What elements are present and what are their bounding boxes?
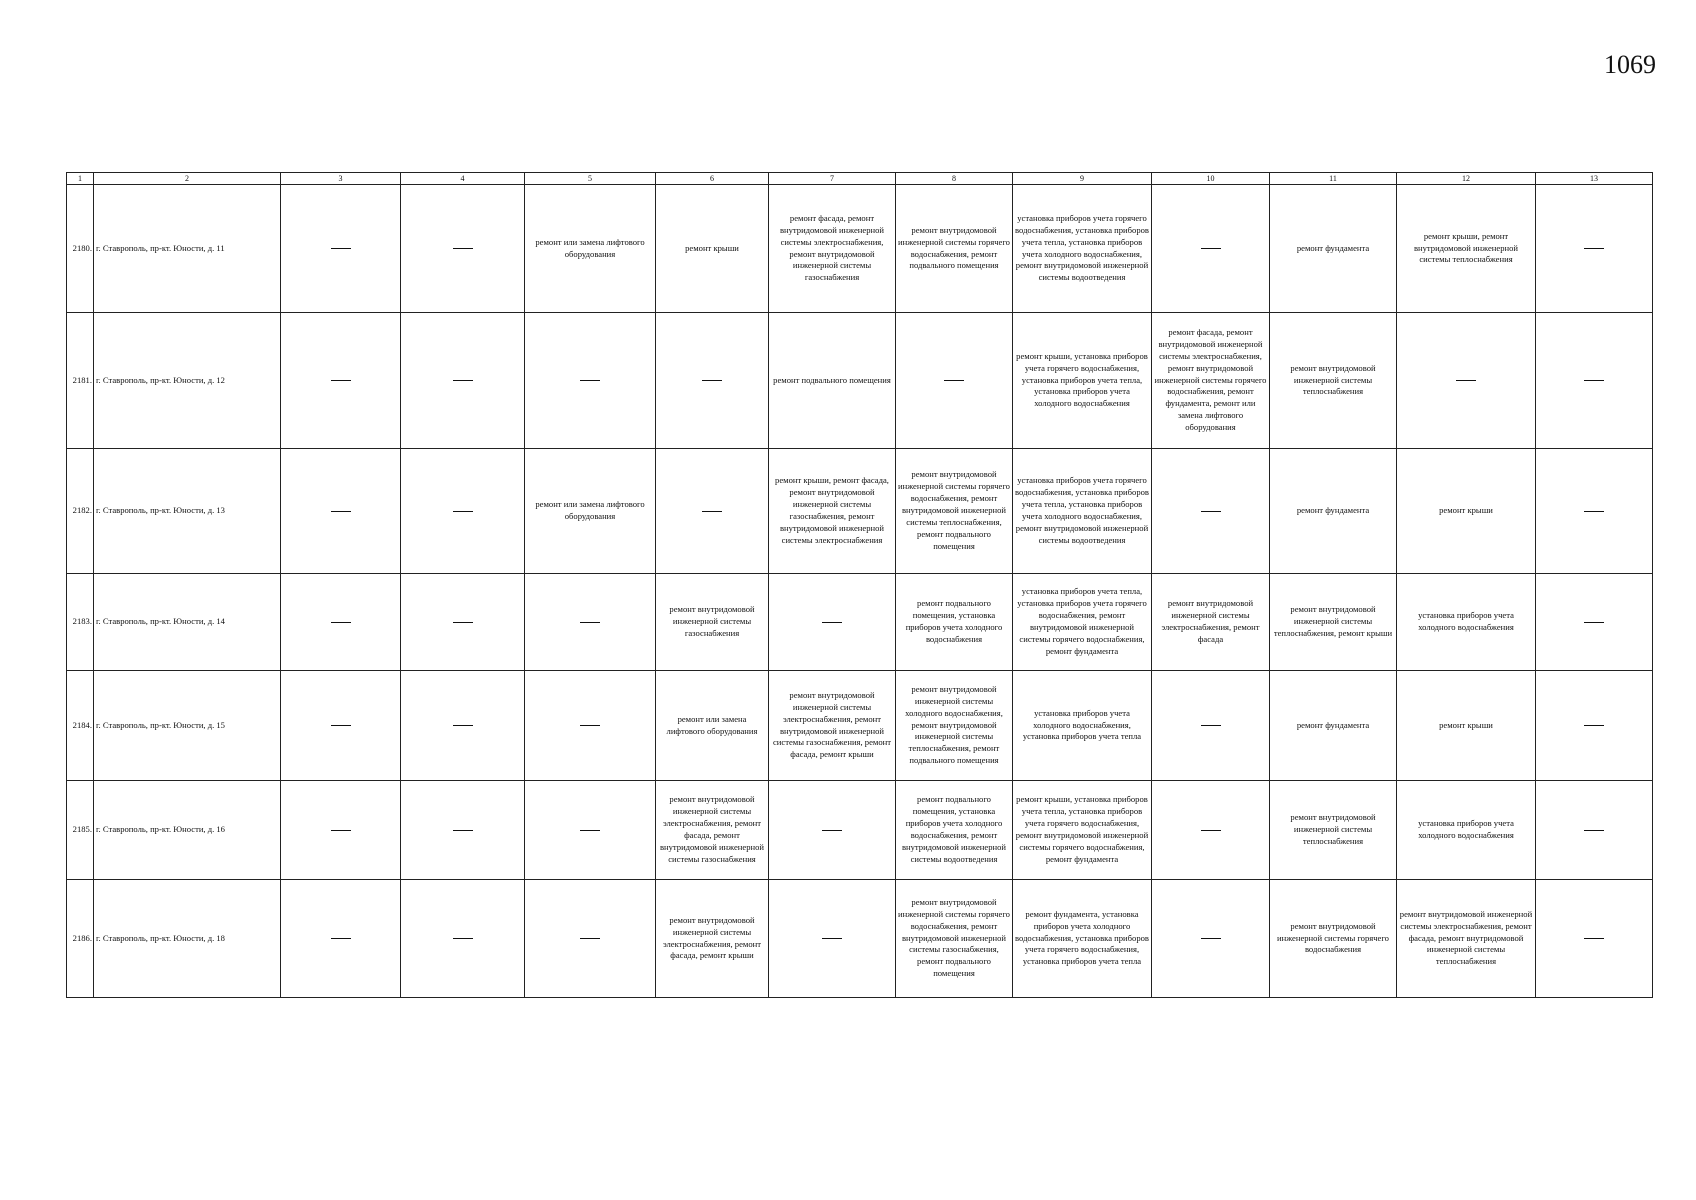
work-cell: ремонт внутридомовой инженерной системы горячего водоснабжения, ремонт подвального помещения xyxy=(896,185,1013,313)
column-number-12: 12 xyxy=(1397,173,1536,185)
dash-mark xyxy=(453,380,473,381)
dash-mark xyxy=(1584,938,1604,939)
table-row xyxy=(67,449,1653,574)
dash-mark xyxy=(822,830,842,831)
empty-cell xyxy=(656,313,769,449)
column-number-1: 1 xyxy=(67,173,94,185)
empty-cell xyxy=(281,671,401,781)
table-body xyxy=(67,173,1653,998)
repair-schedule-table xyxy=(66,172,1653,998)
work-cell: установка приборов учета холодного водоснабжения xyxy=(1397,574,1536,671)
dash-mark xyxy=(822,938,842,939)
address-cell: г. Ставрополь, пр-кт. Юности, д. 15 xyxy=(94,671,281,781)
column-number-6: 6 xyxy=(656,173,769,185)
dash-mark xyxy=(453,725,473,726)
empty-cell xyxy=(281,781,401,880)
column-number-7: 7 xyxy=(769,173,896,185)
table-row xyxy=(67,880,1653,998)
empty-cell xyxy=(525,313,656,449)
work-cell: ремонт внутридомовой инженерной системы электроснабжения, ремонт фасада xyxy=(1152,574,1270,671)
work-cell: ремонт внутридомовой инженерной системы теплоснабжения xyxy=(1270,313,1397,449)
empty-cell xyxy=(401,671,525,781)
row-number: 2185. xyxy=(67,781,94,880)
empty-cell xyxy=(401,449,525,574)
work-cell: ремонт фасада, ремонт внутридомовой инженерной системы электроснабжения, ремонт внутридомовой инженерной системы горячего водоснабжения, ремонт фундамента, ремонт или замена лифтового оборудования xyxy=(1152,313,1270,449)
empty-cell xyxy=(1536,781,1653,880)
row-number: 2180. xyxy=(67,185,94,313)
dash-mark xyxy=(1201,511,1221,512)
work-cell: ремонт или замена лифтового оборудования xyxy=(525,185,656,313)
dash-mark xyxy=(453,511,473,512)
empty-cell xyxy=(896,313,1013,449)
row-number: 2182. xyxy=(67,449,94,574)
empty-cell xyxy=(525,574,656,671)
empty-cell xyxy=(1536,671,1653,781)
dash-mark xyxy=(580,938,600,939)
dash-mark xyxy=(331,248,351,249)
empty-cell xyxy=(1536,574,1653,671)
address-cell: г. Ставрополь, пр-кт. Юности, д. 18 xyxy=(94,880,281,998)
empty-cell xyxy=(401,313,525,449)
empty-cell xyxy=(1536,449,1653,574)
empty-cell xyxy=(1536,185,1653,313)
column-number-row xyxy=(67,173,1653,185)
table-row xyxy=(67,781,1653,880)
table-row xyxy=(67,574,1653,671)
work-cell: ремонт подвального помещения xyxy=(769,313,896,449)
empty-cell xyxy=(1397,313,1536,449)
work-cell: установка приборов учета тепла, установка приборов учета горячего водоснабжения, ремонт внутридомовой инженерной системы горячего водоснабжения, ремонт фундамента xyxy=(1013,574,1152,671)
address-cell: г. Ставрополь, пр-кт. Юности, д. 16 xyxy=(94,781,281,880)
empty-cell xyxy=(281,880,401,998)
dash-mark xyxy=(453,830,473,831)
dash-mark xyxy=(1584,622,1604,623)
dash-mark xyxy=(580,725,600,726)
work-cell: ремонт внутридомовой инженерной системы горячего водоснабжения xyxy=(1270,880,1397,998)
work-cell: ремонт фундамента xyxy=(1270,185,1397,313)
dash-mark xyxy=(331,622,351,623)
work-cell: ремонт фундамента, установка приборов учета холодного водоснабжения, установка приборов учета горячего водоснабжения, установка приборов учета тепла xyxy=(1013,880,1152,998)
work-cell: ремонт или замена лифтового оборудования xyxy=(525,449,656,574)
empty-cell xyxy=(525,880,656,998)
empty-cell xyxy=(525,671,656,781)
work-cell: ремонт внутридомовой инженерной системы горячего водоснабжения, ремонт внутридомовой инженерной системы газоснабжения, ремонт подвального помещения xyxy=(896,880,1013,998)
work-cell: установка приборов учета горячего водоснабжения, установка приборов учета тепла, установка приборов учета холодного водоснабжения, ремонт внутридомовой инженерной системы водоотведения xyxy=(1013,449,1152,574)
row-number: 2186. xyxy=(67,880,94,998)
dash-mark xyxy=(1584,511,1604,512)
dash-mark xyxy=(1201,938,1221,939)
dash-mark xyxy=(331,725,351,726)
dash-mark xyxy=(331,938,351,939)
work-cell: ремонт внутридомовой инженерной системы электроснабжения, ремонт фасада, ремонт внутридомовой инженерной системы газоснабжения xyxy=(656,781,769,880)
table-row xyxy=(67,671,1653,781)
column-number-13: 13 xyxy=(1536,173,1653,185)
dash-mark xyxy=(580,622,600,623)
dash-mark xyxy=(331,380,351,381)
empty-cell xyxy=(525,781,656,880)
work-cell: ремонт крыши, установка приборов учета горячего водоснабжения, установка приборов учета тепла, установка приборов учета холодного водоснабжения xyxy=(1013,313,1152,449)
dash-mark xyxy=(702,511,722,512)
dash-mark xyxy=(580,380,600,381)
dash-mark xyxy=(1584,380,1604,381)
empty-cell xyxy=(281,574,401,671)
work-cell: установка приборов учета холодного водоснабжения xyxy=(1397,781,1536,880)
empty-cell xyxy=(1152,671,1270,781)
column-number-10: 10 xyxy=(1152,173,1270,185)
dash-mark xyxy=(1584,830,1604,831)
work-cell: ремонт фасада, ремонт внутридомовой инженерной системы электроснабжения, ремонт внутридомовой инженерной системы газоснабжения xyxy=(769,185,896,313)
dash-mark xyxy=(822,622,842,623)
work-cell: ремонт подвального помещения, установка приборов учета холодного водоснабжения, ремонт внутридомовой инженерной системы водоотведения xyxy=(896,781,1013,880)
work-cell: ремонт внутридомовой инженерной системы электроснабжения, ремонт фасада, ремонт крыши xyxy=(656,880,769,998)
work-cell: ремонт крыши xyxy=(1397,671,1536,781)
column-number-9: 9 xyxy=(1013,173,1152,185)
dash-mark xyxy=(1584,248,1604,249)
dash-mark xyxy=(453,938,473,939)
empty-cell xyxy=(281,313,401,449)
address-cell: г. Ставрополь, пр-кт. Юности, д. 11 xyxy=(94,185,281,313)
dash-mark xyxy=(1584,725,1604,726)
work-cell: ремонт крыши xyxy=(656,185,769,313)
table-row xyxy=(67,185,1653,313)
empty-cell xyxy=(1152,185,1270,313)
address-cell: г. Ставрополь, пр-кт. Юности, д. 13 xyxy=(94,449,281,574)
row-number: 2183. xyxy=(67,574,94,671)
dash-mark xyxy=(580,830,600,831)
dash-mark xyxy=(944,380,964,381)
dash-mark xyxy=(331,511,351,512)
dash-mark xyxy=(1201,830,1221,831)
dash-mark xyxy=(453,622,473,623)
work-cell: ремонт подвального помещения, установка приборов учета холодного водоснабжения xyxy=(896,574,1013,671)
page-number: 1069 xyxy=(1604,50,1656,79)
empty-cell xyxy=(281,185,401,313)
work-cell: ремонт внутридомовой инженерной системы теплоснабжения, ремонт крыши xyxy=(1270,574,1397,671)
empty-cell xyxy=(401,574,525,671)
dash-mark xyxy=(331,830,351,831)
work-cell: ремонт крыши xyxy=(1397,449,1536,574)
work-cell: ремонт внутридомовой инженерной системы горячего водоснабжения, ремонт внутридомовой инженерной системы теплоснабжения, ремонт подвального помещения xyxy=(896,449,1013,574)
work-cell: ремонт или замена лифтового оборудования xyxy=(656,671,769,781)
work-cell: ремонт крыши, ремонт фасада, ремонт внутридомовой инженерной системы газоснабжения, ремонт внутридомовой инженерной системы электроснабжения xyxy=(769,449,896,574)
work-cell: ремонт внутридомовой инженерной системы теплоснабжения xyxy=(1270,781,1397,880)
work-cell: ремонт фундамента xyxy=(1270,449,1397,574)
empty-cell xyxy=(769,574,896,671)
empty-cell xyxy=(281,449,401,574)
work-cell: ремонт крыши, ремонт внутридомовой инженерной системы теплоснабжения xyxy=(1397,185,1536,313)
row-number: 2181. xyxy=(67,313,94,449)
dash-mark xyxy=(1201,725,1221,726)
empty-cell xyxy=(1152,449,1270,574)
address-cell: г. Ставрополь, пр-кт. Юности, д. 14 xyxy=(94,574,281,671)
empty-cell xyxy=(401,781,525,880)
dash-mark xyxy=(1201,248,1221,249)
dash-mark xyxy=(453,248,473,249)
empty-cell xyxy=(769,880,896,998)
empty-cell xyxy=(401,185,525,313)
column-number-2: 2 xyxy=(94,173,281,185)
work-cell: ремонт внутридомовой инженерной системы электроснабжения, ремонт фасада, ремонт внутридомовой инженерной системы теплоснабжения xyxy=(1397,880,1536,998)
work-cell: ремонт внутридомовой инженерной системы холодного водоснабжения, ремонт внутридомовой инженерной системы теплоснабжения, ремонт подвального помещения xyxy=(896,671,1013,781)
empty-cell xyxy=(1536,880,1653,998)
row-number: 2184. xyxy=(67,671,94,781)
work-cell: ремонт внутридомовой инженерной системы газоснабжения xyxy=(656,574,769,671)
table-row xyxy=(67,313,1653,449)
column-number-5: 5 xyxy=(525,173,656,185)
column-number-4: 4 xyxy=(401,173,525,185)
work-cell: ремонт фундамента xyxy=(1270,671,1397,781)
empty-cell xyxy=(1152,880,1270,998)
work-cell: установка приборов учета холодного водоснабжения, установка приборов учета тепла xyxy=(1013,671,1152,781)
empty-cell xyxy=(1536,313,1653,449)
empty-cell xyxy=(769,781,896,880)
work-cell: ремонт крыши, установка приборов учета тепла, установка приборов учета горячего водоснабжения, ремонт внутридомовой инженерной системы горячего водоснабжения, ремонт фундамента xyxy=(1013,781,1152,880)
column-number-11: 11 xyxy=(1270,173,1397,185)
dash-mark xyxy=(702,380,722,381)
empty-cell xyxy=(401,880,525,998)
address-cell: г. Ставрополь, пр-кт. Юности, д. 12 xyxy=(94,313,281,449)
column-number-8: 8 xyxy=(896,173,1013,185)
column-number-3: 3 xyxy=(281,173,401,185)
dash-mark xyxy=(1456,380,1476,381)
empty-cell xyxy=(656,449,769,574)
empty-cell xyxy=(1152,781,1270,880)
work-cell: установка приборов учета горячего водоснабжения, установка приборов учета тепла, установка приборов учета холодного водоснабжения, ремонт внутридомовой инженерной системы водоотведения xyxy=(1013,185,1152,313)
work-cell: ремонт внутридомовой инженерной системы электроснабжения, ремонт внутридомовой инженерной системы газоснабжения, ремонт фасада, ремонт крыши xyxy=(769,671,896,781)
